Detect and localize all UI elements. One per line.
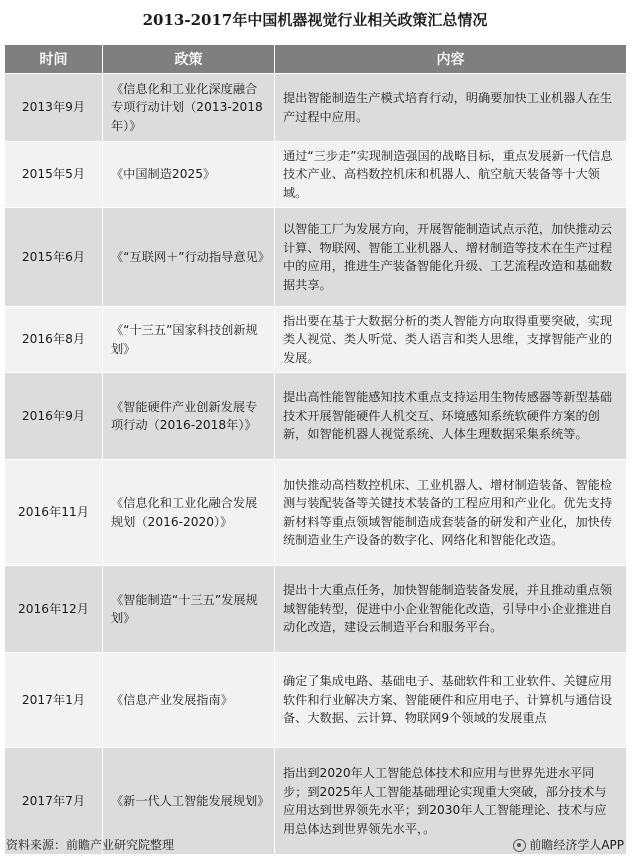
header-policy: 政策 <box>103 45 275 74</box>
cell-content: 指出要在基于大数据分析的类人智能方向取得重要突破，实现类人视觉、类人听觉、类人语言和类人思维，支撑智能产业的发展。 <box>275 307 627 373</box>
cell-time: 2013年9月 <box>5 74 103 142</box>
cell-policy: 《智能制造“十三五”发展规划》 <box>103 566 275 653</box>
table-row <box>5 460 627 566</box>
page-title: 2013-2017年中国机器视觉行业相关政策汇总情况 <box>142 11 488 29</box>
cell-time: 2017年1月 <box>5 653 103 748</box>
policy-table <box>4 44 627 855</box>
brand-credit <box>513 835 624 855</box>
cell-policy: 《中国制造2025》 <box>103 142 275 208</box>
cell-time: 2016年11月 <box>5 460 103 566</box>
table-row <box>5 566 627 653</box>
cell-policy: 《新一代人工智能发展规划》 <box>103 748 275 855</box>
cell-content: 提出十大重点任务，加快智能制造装备发展，并且推动重点领域智能转型，促进中小企业智能化改造，引导中小企业推进自动化改造，建设云制造平台和服务平台。 <box>275 566 627 653</box>
brand-label: 前瞻经济学人APP <box>529 838 624 852</box>
cell-time: 2015年5月 <box>5 142 103 208</box>
header-time: 时间 <box>5 45 103 74</box>
cell-policy: 《“互联网＋”行动指导意见》 <box>103 208 275 307</box>
qianzhan-logo-icon <box>513 839 526 852</box>
cell-content: 提出高性能智能感知技术重点支持运用生物传感器等新型基础技术开展智能硬件人机交互、环境感知系统软硬件方案的创新，如智能机器人视觉系统、人体生理数据采集系统等。 <box>275 373 627 460</box>
source-note: 资料来源：前瞻产业研究院整理 <box>6 838 175 852</box>
header-content: 内容 <box>275 45 627 74</box>
cell-content: 指出到2020年人工智能总体技术和应用与世界先进水平同步；到2025年人工智能基础理论实现重大突破，部分技术与应用达到世界领先水平；到2030年人工智能理论、技术与应用总体达到世界领先水平，。 <box>275 748 627 855</box>
footer <box>0 835 630 855</box>
cell-time: 2016年12月 <box>5 566 103 653</box>
cell-content: 以智能工厂为发展方向，开展智能制造试点示范，加快推动云计算、物联网、智能工业机器人、增材制造等技术在生产过程中的应用，推进生产装备智能化升级、工艺流程改造和基础数据共享。 <box>275 208 627 307</box>
cell-content: 确定了集成电路、基础电子、基础软件和工业软件、关键应用软件和行业解决方案、智能硬件和应用电子、计算机与通信设备、大数据、云计算、物联网9个领域的发展重点 <box>275 653 627 748</box>
table-row <box>5 307 627 373</box>
cell-policy: 《信息化和工业化深度融合专项行动计划（2013-2018年）》 <box>103 74 275 142</box>
table-row <box>5 74 627 142</box>
cell-content: 加快推动高档数控机床、工业机器人、增材制造装备、智能检测与装配装备等关键技术装备的工程应用和产业化。优先支持新材料等重点领域智能制造成套装备的研发和产业化，加快传统制造业生产设备的数字化、网络化和智能化改造。 <box>275 460 627 566</box>
cell-time: 2016年9月 <box>5 373 103 460</box>
table-row <box>5 373 627 460</box>
table-row <box>5 208 627 307</box>
cell-policy: 《信息化和工业化融合发展规划（2016-2020）》 <box>103 460 275 566</box>
cell-policy: 《“十三五”国家科技创新规划》 <box>103 307 275 373</box>
table-row <box>5 142 627 208</box>
cell-time: 2017年7月 <box>5 748 103 855</box>
table-header-row <box>5 45 627 74</box>
cell-time: 2016年8月 <box>5 307 103 373</box>
cell-content: 通过“三步走”实现制造强国的战略目标，重点发展新一代信息技术产业、高档数控机床和机器人、航空航天装备等十大领域。 <box>275 142 627 208</box>
table-row <box>5 653 627 748</box>
cell-time: 2015年6月 <box>5 208 103 307</box>
cell-policy: 《信息产业发展指南》 <box>103 653 275 748</box>
cell-content: 提出智能制造生产模式培育行动，明确要加快工业机器人在生产过程中应用。 <box>275 74 627 142</box>
cell-policy: 《智能硬件产业创新发展专项行动（2016-2018年）》 <box>103 373 275 460</box>
